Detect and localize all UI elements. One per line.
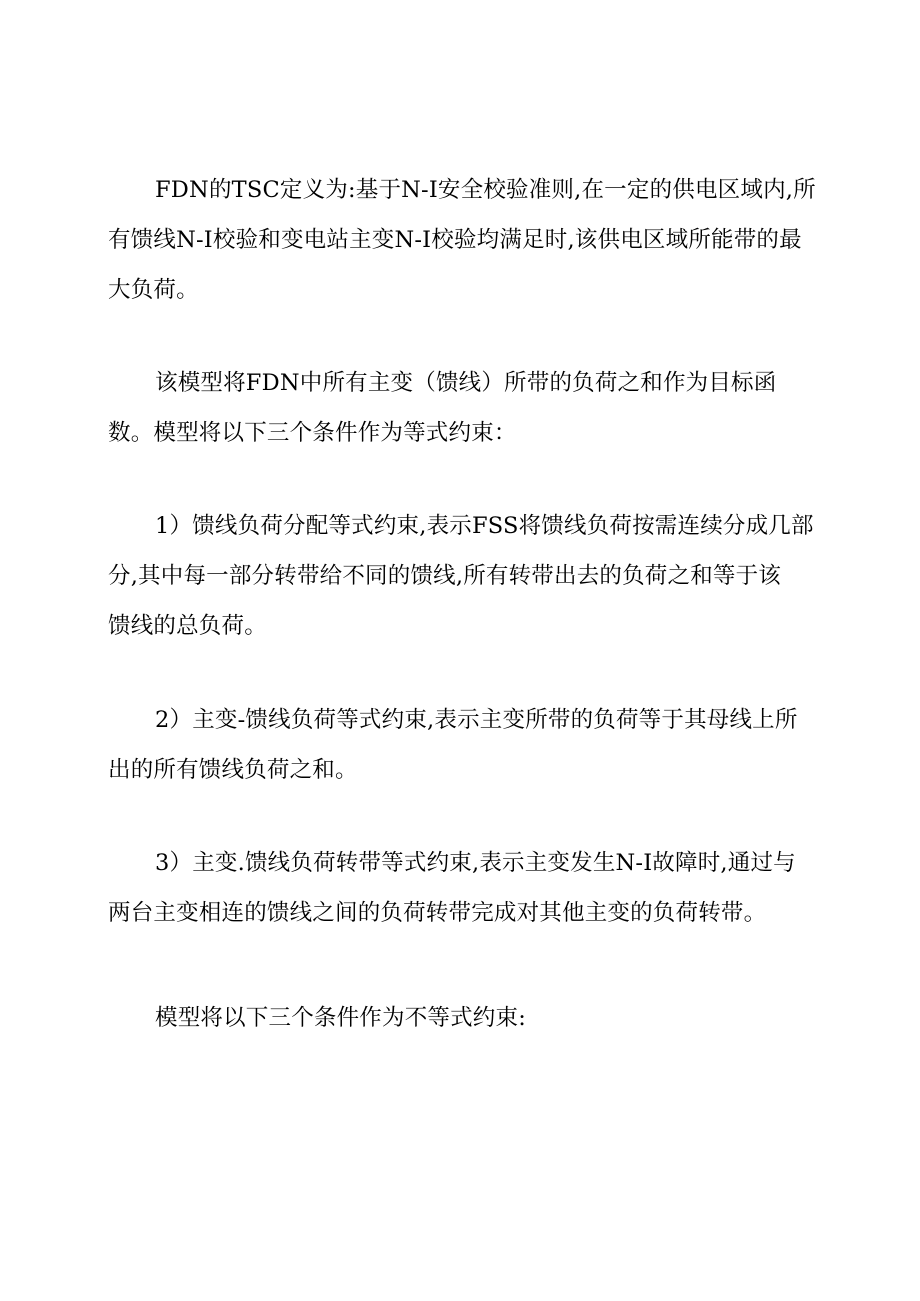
text-line: 有馈线N-I校验和变电站主变N-I校验均满足时,该供电区域所能带的最 bbox=[108, 227, 802, 253]
text-line: 1）馈线负荷分配等式约束,表示FSS将馈线负荷按需连续分成几部 bbox=[155, 513, 814, 539]
text-line: 数。模型将以下三个条件作为等式约束： bbox=[108, 420, 517, 446]
text-line: 出的所有馈线负荷之和。 bbox=[108, 757, 358, 783]
text-line: 该模型将FDN中所有主变（馈线）所带的负荷之和作为目标函 bbox=[155, 370, 777, 396]
text-line: FDN的TSC定义为:基于N-I安全校验准则,在一定的供电区域内,所 bbox=[155, 177, 816, 203]
text-line: 模型将以下三个条件作为不等式约束: bbox=[155, 1005, 526, 1031]
text-line: 馈线的总负荷。 bbox=[108, 613, 267, 639]
text-line: 两台主变相连的馈线之间的负荷转带完成对其他主变的负荷转带。 bbox=[108, 900, 767, 926]
text-line: 3）主变.馈线负荷转带等式约束,表示主变发生N-I故障时,通过与 bbox=[155, 850, 796, 876]
text-line: 2）主变-馈线负荷等式约束,表示主变所带的负荷等于其母线上所 bbox=[155, 707, 798, 733]
text-line: 大负荷。 bbox=[108, 277, 199, 303]
text-line: 分,其中每一部分转带给不同的馈线,所有转带出去的负荷之和等于该 bbox=[108, 563, 782, 589]
